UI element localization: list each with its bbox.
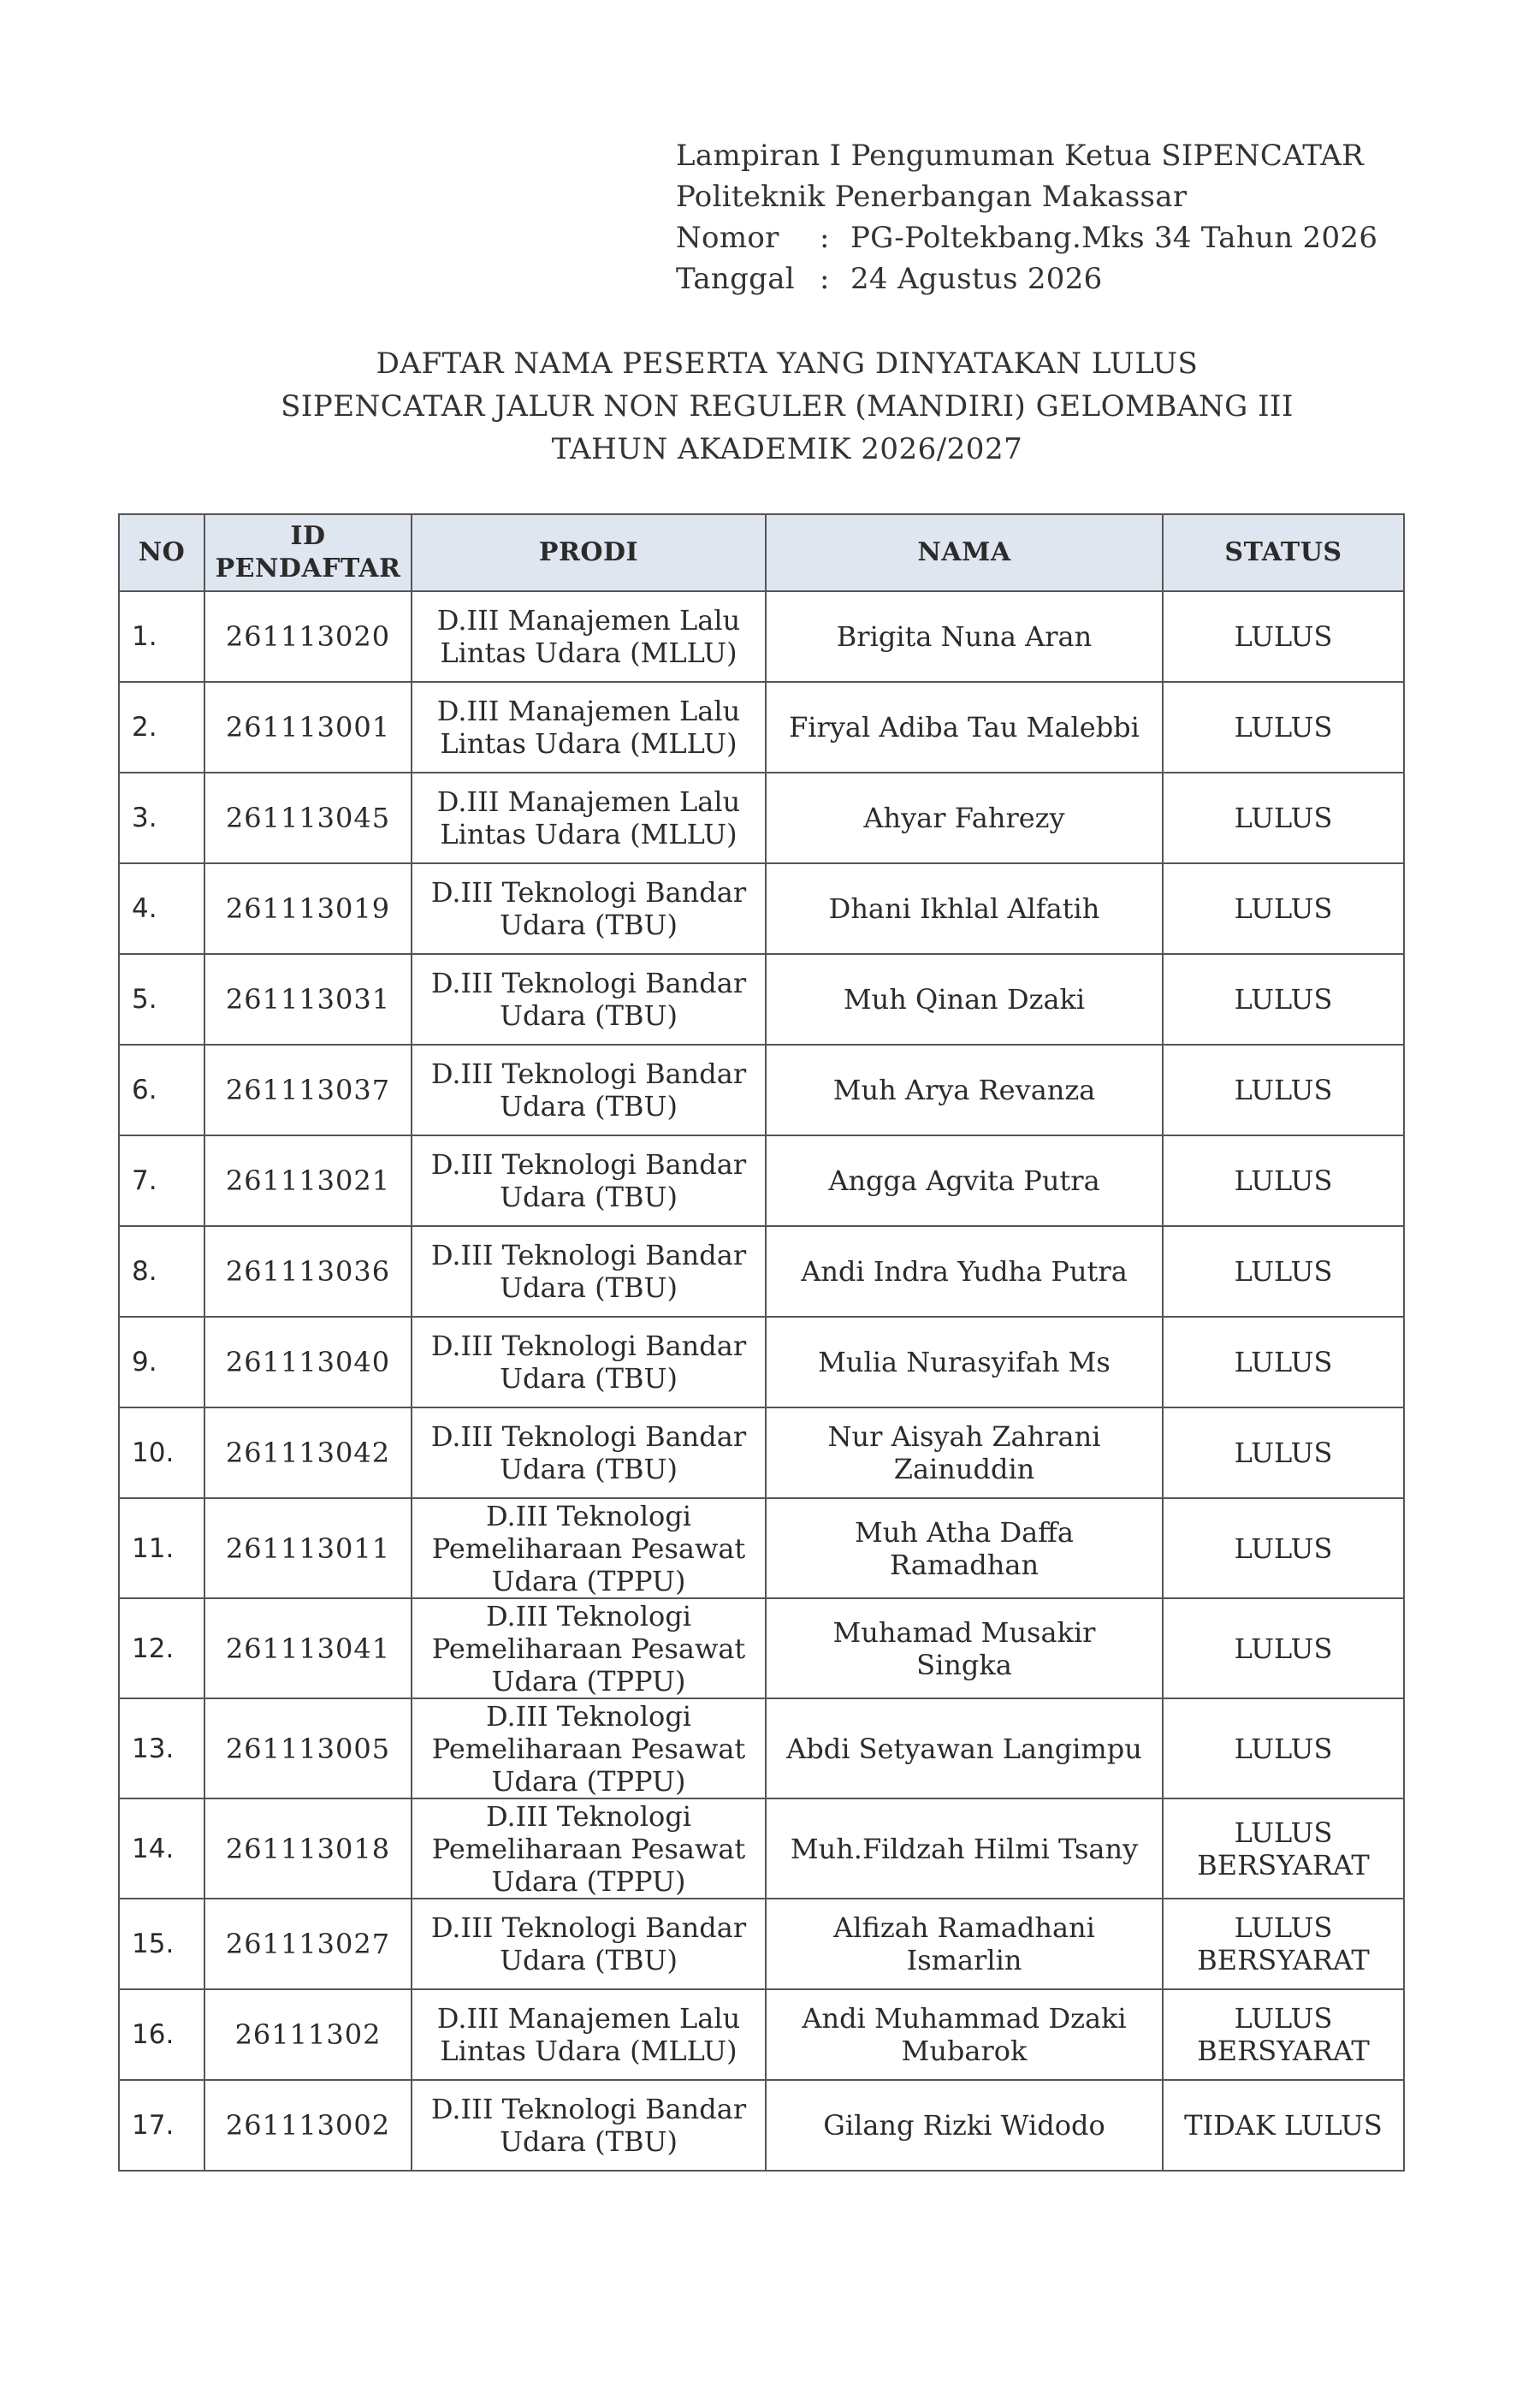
prodi-cell-line: D.III Teknologi Bandar: [430, 1911, 747, 1944]
nama-cell: [766, 863, 1163, 954]
prodi-cell-line: Pemeliharaan Pesawat: [431, 1632, 746, 1665]
nama-cell: [766, 1899, 1163, 1989]
attachment-line-2: Politeknik Penerbangan Makassar: [676, 180, 1188, 214]
id-pendaftar-cell: 261113045: [204, 773, 412, 863]
prodi-cell: [412, 954, 766, 1045]
prodi-cell-line: D.III Teknologi Bandar: [430, 1239, 747, 1271]
nama-cell: [766, 591, 1163, 682]
prodi-cell: [412, 1989, 766, 2080]
prodi-cell-line: Udara (TPPU): [491, 1864, 686, 1898]
prodi-cell-line: Pemeliharaan Pesawat: [431, 1732, 746, 1765]
status-cell: [1163, 1698, 1404, 1798]
status-cell: [1163, 2080, 1404, 2171]
nama-cell-line: Muh Atha Daffa: [855, 1515, 1074, 1549]
status-cell-line: TIDAK LULUS: [1184, 2109, 1383, 2142]
prodi-cell-line: Udara (TPPU): [491, 1664, 686, 1698]
prodi-cell-line: Udara (TPPU): [491, 1564, 686, 1597]
table-row: [119, 2080, 1404, 2171]
nama-cell-line: Firyal Adiba Tau Malebbi: [789, 711, 1140, 744]
nama-cell-line: Muh Arya Revanza: [832, 1074, 1096, 1106]
id-pendaftar-cell: 261113019: [204, 863, 412, 954]
id-pendaftar-cell: 261113041: [204, 1598, 412, 1698]
row-number-cell: 6.: [119, 1045, 204, 1135]
table-row: [119, 1498, 1404, 1598]
table-row: [119, 1698, 1404, 1798]
nama-cell: [766, 773, 1163, 863]
row-number-cell: 8.: [119, 1226, 204, 1317]
prodi-cell: [412, 682, 766, 773]
nama-cell-line: Mulia Nurasyifah Ms: [818, 1346, 1111, 1378]
id-pendaftar-cell: 261113002: [204, 2080, 412, 2171]
id-pendaftar-cell: 261113027: [204, 1899, 412, 1989]
prodi-cell-line: Udara (TBU): [500, 1181, 678, 1213]
prodi-cell: [412, 1698, 766, 1798]
prodi-cell: [412, 1899, 766, 1989]
row-number-cell: 11.: [119, 1498, 204, 1598]
header-id-line-2: PENDAFTAR: [215, 554, 401, 584]
nama-cell-line: Mubarok: [901, 2035, 1028, 2067]
prodi-cell-line: D.III Teknologi: [485, 1499, 692, 1532]
prodi-cell-line: D.III Teknologi Bandar: [430, 1148, 747, 1181]
prodi-cell-line: Pemeliharaan Pesawat: [431, 1532, 746, 1565]
table-row: [119, 954, 1404, 1045]
prodi-cell-line: D.III Manajemen Lalu: [436, 695, 741, 727]
table-row: [119, 1407, 1404, 1498]
status-cell-line: LULUS: [1234, 892, 1333, 925]
prodi-cell-line: Udara (TBU): [500, 909, 678, 941]
nama-cell: [766, 2080, 1163, 2171]
prodi-cell: [412, 1498, 766, 1598]
nomor-separator: :: [820, 221, 830, 255]
prodi-cell-line: Udara (TBU): [500, 1453, 678, 1485]
tanggal-label: Tanggal: [676, 262, 795, 296]
prodi-cell-line: D.III Teknologi: [485, 1799, 692, 1833]
table-row: [119, 863, 1404, 954]
status-cell-line: LULUS: [1234, 1164, 1333, 1197]
table-body: [119, 591, 1404, 2171]
prodi-cell-line: Udara (TPPU): [491, 1764, 686, 1798]
status-cell-line: LULUS: [1234, 983, 1333, 1016]
header-id-pendaftar: [204, 514, 412, 591]
status-cell: [1163, 1045, 1404, 1135]
id-pendaftar-cell: 261113036: [204, 1226, 412, 1317]
nama-cell-line: Zainuddin: [893, 1453, 1035, 1485]
prodi-cell-line: D.III Teknologi: [485, 1599, 692, 1632]
status-cell: [1163, 1989, 1404, 2080]
title-line-3: TAHUN AKADEMIK 2026/2027: [551, 432, 1023, 466]
status-cell-line: LULUS: [1234, 711, 1333, 744]
id-pendaftar-cell: 261113040: [204, 1317, 412, 1407]
prodi-cell-line: D.III Teknologi Bandar: [430, 1420, 747, 1453]
nomor-value: PG-Poltekbang.Mks 34 Tahun 2026: [850, 221, 1378, 255]
nama-cell-line: Ismarlin: [906, 1944, 1022, 1976]
nama-cell-line: Muh Qinan Dzaki: [843, 983, 1086, 1016]
header-no: NO: [119, 514, 204, 591]
prodi-cell-line: D.III Manajemen Lalu: [436, 785, 741, 818]
status-cell-line: LULUS: [1234, 1437, 1333, 1469]
table-row: [119, 1317, 1404, 1407]
id-pendaftar-cell: 261113001: [204, 682, 412, 773]
id-pendaftar-cell: 261113031: [204, 954, 412, 1045]
tanggal-value: 24 Agustus 2026: [850, 262, 1103, 296]
status-cell-line: LULUS: [1234, 1911, 1333, 1944]
nama-cell-line: Angga Agvita Putra: [828, 1164, 1100, 1197]
nama-cell: [766, 682, 1163, 773]
prodi-cell-line: Lintas Udara (MLLU): [440, 727, 737, 760]
prodi-cell: [412, 2080, 766, 2171]
status-cell-line: LULUS: [1234, 802, 1333, 834]
nama-cell: [766, 1698, 1163, 1798]
prodi-cell-line: D.III Teknologi Bandar: [430, 876, 747, 909]
row-number-cell: 9.: [119, 1317, 204, 1407]
status-cell: [1163, 1407, 1404, 1498]
status-cell-line: BERSYARAT: [1197, 1944, 1370, 1976]
results-table: [118, 513, 1405, 2172]
header-id-line-1: ID: [290, 521, 326, 551]
nama-cell-line: Dhani Ikhlal Alfatih: [828, 892, 1100, 925]
status-cell: [1163, 1317, 1404, 1407]
prodi-cell-line: D.III Teknologi: [485, 1699, 692, 1733]
status-cell-line: LULUS: [1234, 620, 1333, 653]
row-number-cell: 2.: [119, 682, 204, 773]
id-pendaftar-cell: 261113005: [204, 1698, 412, 1798]
prodi-cell: [412, 1598, 766, 1698]
table-row: [119, 682, 1404, 773]
id-pendaftar-cell: 261113020: [204, 591, 412, 682]
prodi-cell-line: Pemeliharaan Pesawat: [431, 1832, 746, 1865]
status-cell-line: LULUS: [1234, 2002, 1333, 2035]
row-number-cell: 16.: [119, 1989, 204, 2080]
row-number-cell: 13.: [119, 1698, 204, 1798]
table-row: [119, 1598, 1404, 1698]
id-pendaftar-cell: 261113042: [204, 1407, 412, 1498]
nama-cell: [766, 954, 1163, 1045]
prodi-cell: [412, 1798, 766, 1899]
table-row: [119, 591, 1404, 682]
title-line-2: SIPENCATAR JALUR NON REGULER (MANDIRI) GELOMBANG III: [281, 389, 1294, 424]
prodi-cell: [412, 1407, 766, 1498]
row-number-cell: 1.: [119, 591, 204, 682]
prodi-cell: [412, 773, 766, 863]
nama-cell-line: Nur Aisyah Zahrani: [827, 1420, 1101, 1453]
prodi-cell-line: D.III Teknologi Bandar: [430, 1058, 747, 1090]
nama-cell-line: Muh.Fildzah Hilmi Tsany: [790, 1832, 1139, 1865]
status-cell: [1163, 954, 1404, 1045]
prodi-cell-line: D.III Manajemen Lalu: [436, 604, 741, 637]
prodi-cell: [412, 1045, 766, 1135]
prodi-cell-line: D.III Teknologi Bandar: [430, 2093, 747, 2125]
prodi-cell-line: Udara (TBU): [500, 999, 678, 1032]
status-cell-line: LULUS: [1234, 1632, 1333, 1665]
nama-cell-line: Singka: [916, 1648, 1012, 1681]
status-cell-line: LULUS: [1234, 1255, 1333, 1288]
prodi-cell-line: D.III Teknologi Bandar: [430, 1330, 747, 1362]
prodi-cell-line: Udara (TBU): [500, 1090, 678, 1123]
id-pendaftar-cell: 261113037: [204, 1045, 412, 1135]
status-cell: [1163, 863, 1404, 954]
prodi-cell: [412, 1317, 766, 1407]
nama-cell-line: Andi Indra Yudha Putra: [801, 1255, 1128, 1288]
row-number-cell: 7.: [119, 1135, 204, 1226]
row-number-cell: 15.: [119, 1899, 204, 1989]
id-pendaftar-cell: 261113018: [204, 1798, 412, 1899]
status-cell: [1163, 1226, 1404, 1317]
status-cell: [1163, 1798, 1404, 1899]
prodi-cell-line: Lintas Udara (MLLU): [440, 637, 737, 669]
tanggal-row: [676, 258, 1377, 299]
row-number-cell: 17.: [119, 2080, 204, 2171]
row-number-cell: 4.: [119, 863, 204, 954]
nama-cell: [766, 1407, 1163, 1498]
prodi-cell-line: Lintas Udara (MLLU): [440, 818, 737, 850]
status-cell-line: LULUS: [1234, 1532, 1333, 1565]
table-row: [119, 1135, 1404, 1226]
header-nama: NAMA: [766, 514, 1163, 591]
nama-cell-line: Muhamad Musakir: [832, 1615, 1096, 1649]
header-status: STATUS: [1163, 514, 1404, 591]
attachment-header: [676, 135, 1377, 299]
prodi-cell: [412, 1135, 766, 1226]
prodi-cell: [412, 591, 766, 682]
table-row: [119, 1045, 1404, 1135]
prodi-cell-line: Udara (TBU): [500, 1944, 678, 1976]
nama-cell: [766, 1498, 1163, 1598]
prodi-cell-line: Udara (TBU): [500, 2125, 678, 2158]
status-cell-line: LULUS: [1234, 1346, 1333, 1378]
status-cell-line: LULUS: [1234, 1074, 1333, 1106]
nama-cell: [766, 1317, 1163, 1407]
row-number-cell: 5.: [119, 954, 204, 1045]
status-cell: [1163, 1899, 1404, 1989]
status-cell-line: LULUS: [1234, 1732, 1333, 1765]
table-row: [119, 1798, 1404, 1899]
nama-cell: [766, 1598, 1163, 1698]
prodi-cell-line: Udara (TBU): [500, 1362, 678, 1395]
table-row: [119, 1226, 1404, 1317]
nama-cell-line: Abdi Setyawan Langimpu: [786, 1732, 1142, 1765]
nomor-label: Nomor: [676, 221, 779, 255]
row-number-cell: 14.: [119, 1798, 204, 1899]
nama-cell-line: Ahyar Fahrezy: [863, 802, 1065, 834]
row-number-cell: 10.: [119, 1407, 204, 1498]
header-prodi: PRODI: [412, 514, 766, 591]
prodi-cell-line: Udara (TBU): [500, 1271, 678, 1304]
nama-cell: [766, 1135, 1163, 1226]
prodi-cell-line: D.III Manajemen Lalu: [436, 2002, 741, 2035]
title-line-1: DAFTAR NAMA PESERTA YANG DINYATAKAN LULUS: [376, 347, 1199, 381]
id-pendaftar-cell: 26111302: [204, 1989, 412, 2080]
status-cell: [1163, 1498, 1404, 1598]
nama-cell-line: Alfizah Ramadhani: [833, 1911, 1095, 1944]
nama-cell: [766, 1798, 1163, 1899]
prodi-cell-line: Lintas Udara (MLLU): [440, 2035, 737, 2067]
nomor-row: [676, 217, 1377, 258]
status-cell: [1163, 773, 1404, 863]
nama-cell-line: Andi Muhammad Dzaki: [802, 2002, 1127, 2035]
status-cell: [1163, 1598, 1404, 1698]
status-cell: [1163, 591, 1404, 682]
row-number-cell: 12.: [119, 1598, 204, 1698]
document-title: [0, 342, 1540, 471]
table-row: [119, 1899, 1404, 1989]
tanggal-separator: :: [820, 262, 830, 296]
table-header: [119, 514, 1404, 591]
nama-cell: [766, 1226, 1163, 1317]
row-number-cell: 3.: [119, 773, 204, 863]
id-pendaftar-cell: 261113011: [204, 1498, 412, 1598]
status-cell-line: BERSYARAT: [1197, 1848, 1370, 1881]
status-cell: [1163, 682, 1404, 773]
nama-cell-line: Ramadhan: [889, 1548, 1040, 1581]
table-row: [119, 1989, 1404, 2080]
id-pendaftar-cell: 261113021: [204, 1135, 412, 1226]
nama-cell: [766, 1045, 1163, 1135]
status-cell-line: LULUS: [1234, 1816, 1333, 1849]
prodi-cell: [412, 863, 766, 954]
nama-cell: [766, 1989, 1163, 2080]
prodi-cell-line: D.III Teknologi Bandar: [430, 967, 747, 999]
nama-cell-line: Gilang Rizki Widodo: [823, 2109, 1105, 2142]
prodi-cell: [412, 1226, 766, 1317]
status-cell: [1163, 1135, 1404, 1226]
nama-cell-line: Brigita Nuna Aran: [836, 620, 1093, 653]
status-cell-line: BERSYARAT: [1197, 2035, 1370, 2067]
table-row: [119, 773, 1404, 863]
attachment-line-1: Lampiran I Pengumuman Ketua SIPENCATAR: [676, 139, 1365, 173]
